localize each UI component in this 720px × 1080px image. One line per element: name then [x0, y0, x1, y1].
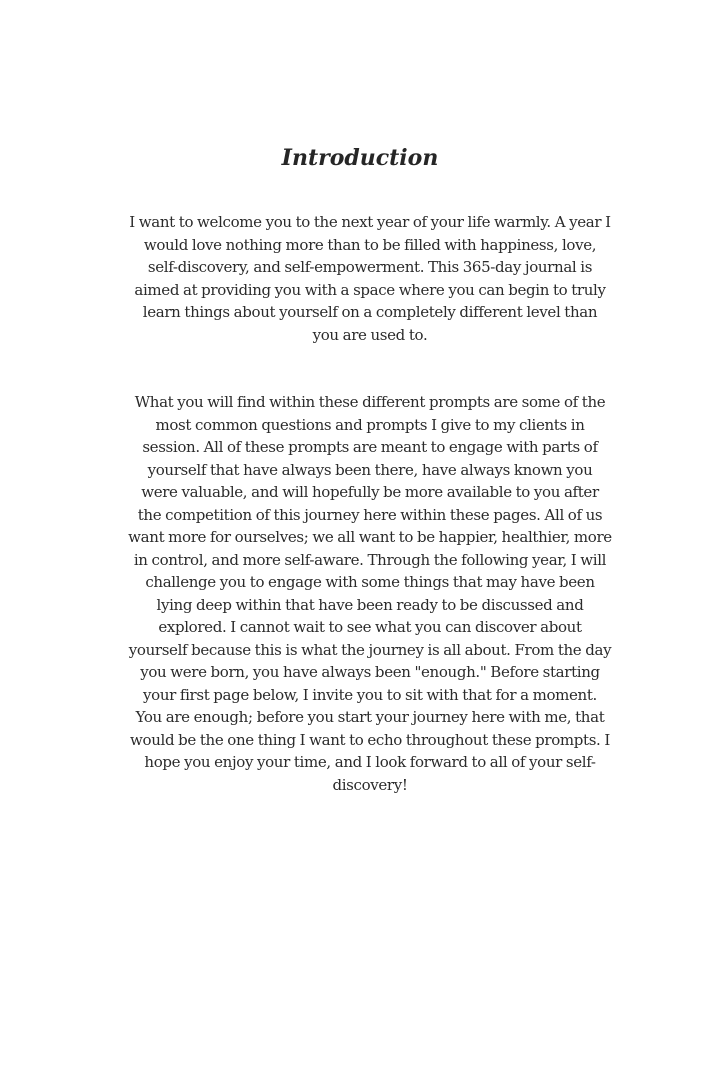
intro-paragraph-2: What you will find within these different prompts are some of the most common questions and prompts I give to my clients in session. All of these prompts are meant to engage with parts of yourself that have always been there, have always known you were valuable, and will hopefully be more available to you after the competition of this journey here within these pages. All of us want more for ourselves; we all want to be happier, healthier, more in control, and more self-aware. Through the following year, I will challenge you to engage with some things that may have been lying deep within that have been ready to be discussed and explored. I cannot wait to see what you can discover about yourself because this is what the journey is all about. From the day you were born, you have always been "enough." Before starting your first page below, I invite you to sit with that for a moment. You are enough; before you start your journey here with me, that would be the one thing I want to echo throughout these prompts. I hope you enjoy your time, and I look forward to all of your self-discovery! — [128, 393, 612, 794]
page-title: Introduction — [281, 145, 439, 171]
intro-paragraph-1: I want to welcome you to the next year of your life warmly. A year I would love nothing more than to be filled with happiness, love, self-discovery, and self-empowerment. This 365-day journal is aimed at providing you with a space where you can begin to truly learn things about yourself on a completely different level than you are used to. — [129, 213, 611, 344]
